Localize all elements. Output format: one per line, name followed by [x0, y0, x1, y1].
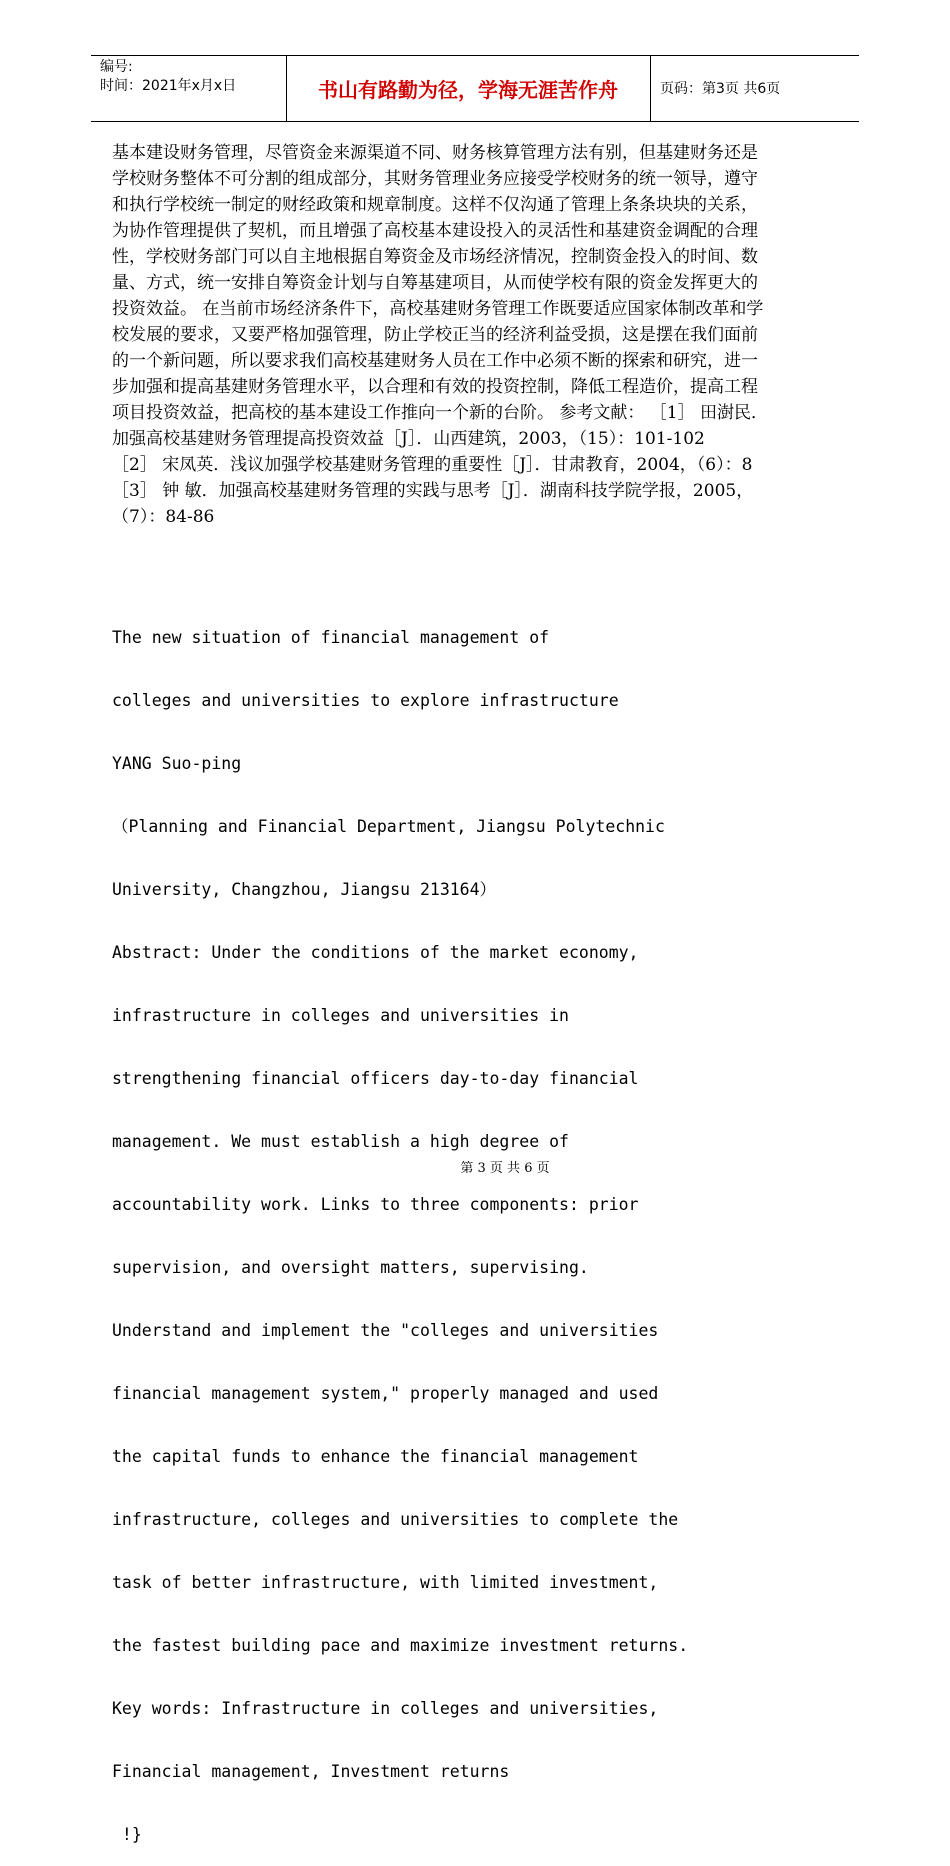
- english-line: Financial management, Investment returns: [112, 1762, 510, 1781]
- english-line: colleges and universities to explore infrastructure: [112, 691, 619, 710]
- english-line: Key words: Infrastructure in colleges and universities,: [112, 1699, 659, 1718]
- english-line: the capital funds to enhance the financial management: [112, 1447, 639, 1466]
- english-line: supervision, and oversight matters, supervising.: [112, 1258, 589, 1277]
- header-page-number: 页码：第3页 共6页: [660, 81, 781, 97]
- header-meta: [100, 58, 236, 96]
- english-line: financial management system," properly managed and used: [112, 1384, 659, 1403]
- english-line: Understand and implement the "colleges and universities: [112, 1321, 659, 1340]
- english-line: （Planning and Financial Department, Jiangsu Polytechnic: [112, 817, 665, 836]
- english-line: management. We must establish a high degree of: [112, 1132, 569, 1151]
- english-line: infrastructure, colleges and universities to complete the: [112, 1510, 679, 1529]
- english-line: YANG Suo-ping: [112, 754, 242, 773]
- english-line: infrastructure in colleges and universities in: [112, 1006, 569, 1025]
- header-bottom-rule: [91, 121, 859, 122]
- body-english: [112, 585, 812, 1866]
- document-number-label: 编号:: [100, 59, 133, 75]
- header-divider-right: [650, 55, 651, 121]
- document-time-label: 时间：2021年x月x日: [100, 78, 237, 94]
- english-line: !}: [112, 1825, 142, 1844]
- reference-2: ［2］ 宋凤英．浅议加强学校基建财务管理的重要性［J］．甘肃教育，2004，（6）：8: [112, 455, 753, 475]
- english-line: The new situation of financial management of: [112, 628, 550, 647]
- footer-page-number: 第 3 页 共 6 页: [460, 1161, 550, 1176]
- body-paragraph-main: 基本建设财务管理，尽管资金来源渠道不同、财务核算管理方法有别，但基建财务还是学校财务整体不可分割的组成部分，其财务管理业务应接受学校财务的统一领导，遵守和执行学校统一制定的财经政策和规章制度。这样不仅沟通了管理上条条块块的关系，为协作管理提供了契机，而且增强了高校基本建设投入的灵活性和基建资金调配的合理性，学校财务部门可以自主地根据自筹资金及市场经济情况，控制资金投入的时间、数量、方式，统一安排自筹资金计划与自筹基建项目，从而使学校有限的资金发挥更大的投资效益。 在当前市场经济条件下，高校基建财务管理工作既要适应国家体制改革和学校发展的要求，又要严格加强管理，防止学校正当的经济利益受损，这是摆在我们面前的一个新问题，所以要求我们高校基建财务人员在工作中必须不断的探索和研究，进一步加强和提高基建财务管理水平，以合理和有效的投资控制，降低工程造价，提高工程项目投资效益，把高校的基本建设工作推向一个新的台阶。 参考文献： ［1］ 田澍民．加强高校基建财务管理提高投资效益［J］．山西建筑，2003，（15）：101-102: [112, 143, 769, 449]
- header-motto: 书山有路勤为径，学海无涯苦作舟: [318, 77, 618, 102]
- english-line: the fastest building pace and maximize investment returns.: [112, 1636, 689, 1655]
- english-line: task of better infrastructure, with limited investment,: [112, 1573, 659, 1592]
- english-line: accountability work. Links to three components: prior: [112, 1195, 639, 1214]
- english-line: University, Changzhou, Jiangsu 213164）: [112, 880, 497, 899]
- english-line: Abstract: Under the conditions of the market economy,: [112, 943, 639, 962]
- reference-3: ［3］ 钟 敏．加强高校基建财务管理的实践与思考［J］．湖南科技学院学报，2005，（7）：84-86: [112, 481, 754, 527]
- body-chinese: [112, 140, 772, 530]
- english-line: strengthening financial officers day-to-day financial: [112, 1069, 639, 1088]
